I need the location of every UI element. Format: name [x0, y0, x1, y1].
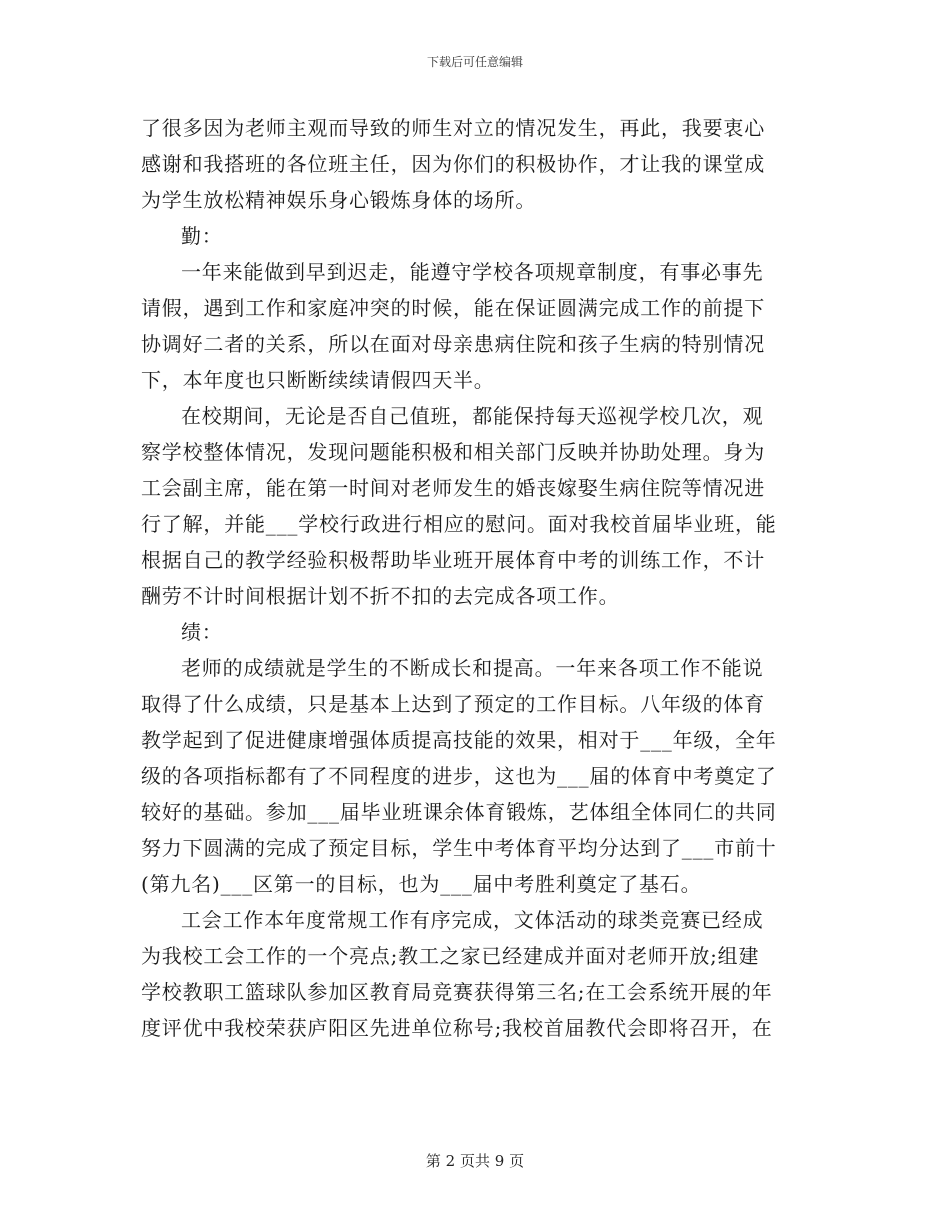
text-line: 行了解，并能___学校行政进行相应的慰问。面对我校首届毕业班，能 — [141, 512, 777, 536]
text-line: 工会工作本年度常规工作有序完成，文体活动的球类竞赛已经成 — [181, 908, 764, 932]
text-line: 一年来能做到早到迟走，能遵守学校各项规章制度，有事必事先 — [181, 260, 764, 284]
section-heading: 绩： — [181, 620, 223, 644]
text-line: 级的各项指标都有了不同程度的进步，这也为___届的体育中考奠定了 — [141, 764, 777, 788]
text-line: 根据自己的教学经验积极帮助毕业班开展体育中考的训练工作，不计 — [141, 548, 765, 572]
page-number: 第 2 页共 9 页 — [425, 1152, 525, 1170]
text-line: 察学校整体情况，发现问题能积极和相关部门反映并协助处理。身为 — [141, 440, 765, 464]
section-heading: 勤： — [181, 224, 223, 248]
text-line: 较好的基础。参加___届毕业班课余体育锻炼，艺体组全体同仁的共同 — [141, 800, 777, 824]
text-line: 学校教职工篮球队参加区教育局竞赛获得第三名;在工会系统开展的年 — [141, 980, 773, 1004]
text-line: 在校期间，无论是否自己值班，都能保持每天巡视学校几次，观 — [181, 404, 764, 428]
text-line: 为学生放松精神娱乐身心锻炼身体的场所。 — [141, 188, 537, 212]
text-line: 老师的成绩就是学生的不断成长和提高。一年来各项工作不能说 — [181, 656, 764, 680]
document-body — [141, 110, 811, 1046]
text-line: 度评优中我校荣获庐阳区先进单位称号;我校首届教代会即将召开，在 — [141, 1016, 773, 1040]
text-line: 了很多因为老师主观而导致的师生对立的情况发生，再此，我要衷心 — [141, 116, 765, 140]
text-line: 工会副主席，能在第一时间对老师发生的婚丧嫁娶生病住院等情况进 — [141, 476, 765, 500]
text-line: 下，本年度也只断断续续请假四天半。 — [141, 368, 495, 392]
text-line: 协调好二者的关系，所以在面对母亲患病住院和孩子生病的特别情况 — [141, 332, 765, 356]
text-line: 酬劳不计时间根据计划不折不扣的去完成各项工作。 — [141, 584, 620, 608]
text-line: (第九名)___区第一的目标，也为___届中考胜利奠定了基石。 — [141, 872, 702, 896]
page-header: 下载后可任意编辑 — [426, 55, 523, 69]
text-line: 感谢和我搭班的各位班主任，因为你们的积极协作，才让我的课堂成 — [141, 152, 765, 176]
text-line: 取得了什么成绩，只是基本上达到了预定的工作目标。八年级的体育 — [141, 692, 765, 716]
text-line: 努力下圆满的完成了预定目标，学生中考体育平均分达到了___市前十 — [141, 836, 777, 860]
text-line: 教学起到了促进健康增强体质提高技能的效果，相对于___年级，全年 — [141, 728, 777, 752]
text-line: 请假，遇到工作和家庭冲突的时候，能在保证圆满完成工作的前提下 — [141, 296, 765, 320]
text-line: 为我校工会工作的一个亮点;教工之家已经建成并面对老师开放;组建 — [141, 944, 760, 968]
